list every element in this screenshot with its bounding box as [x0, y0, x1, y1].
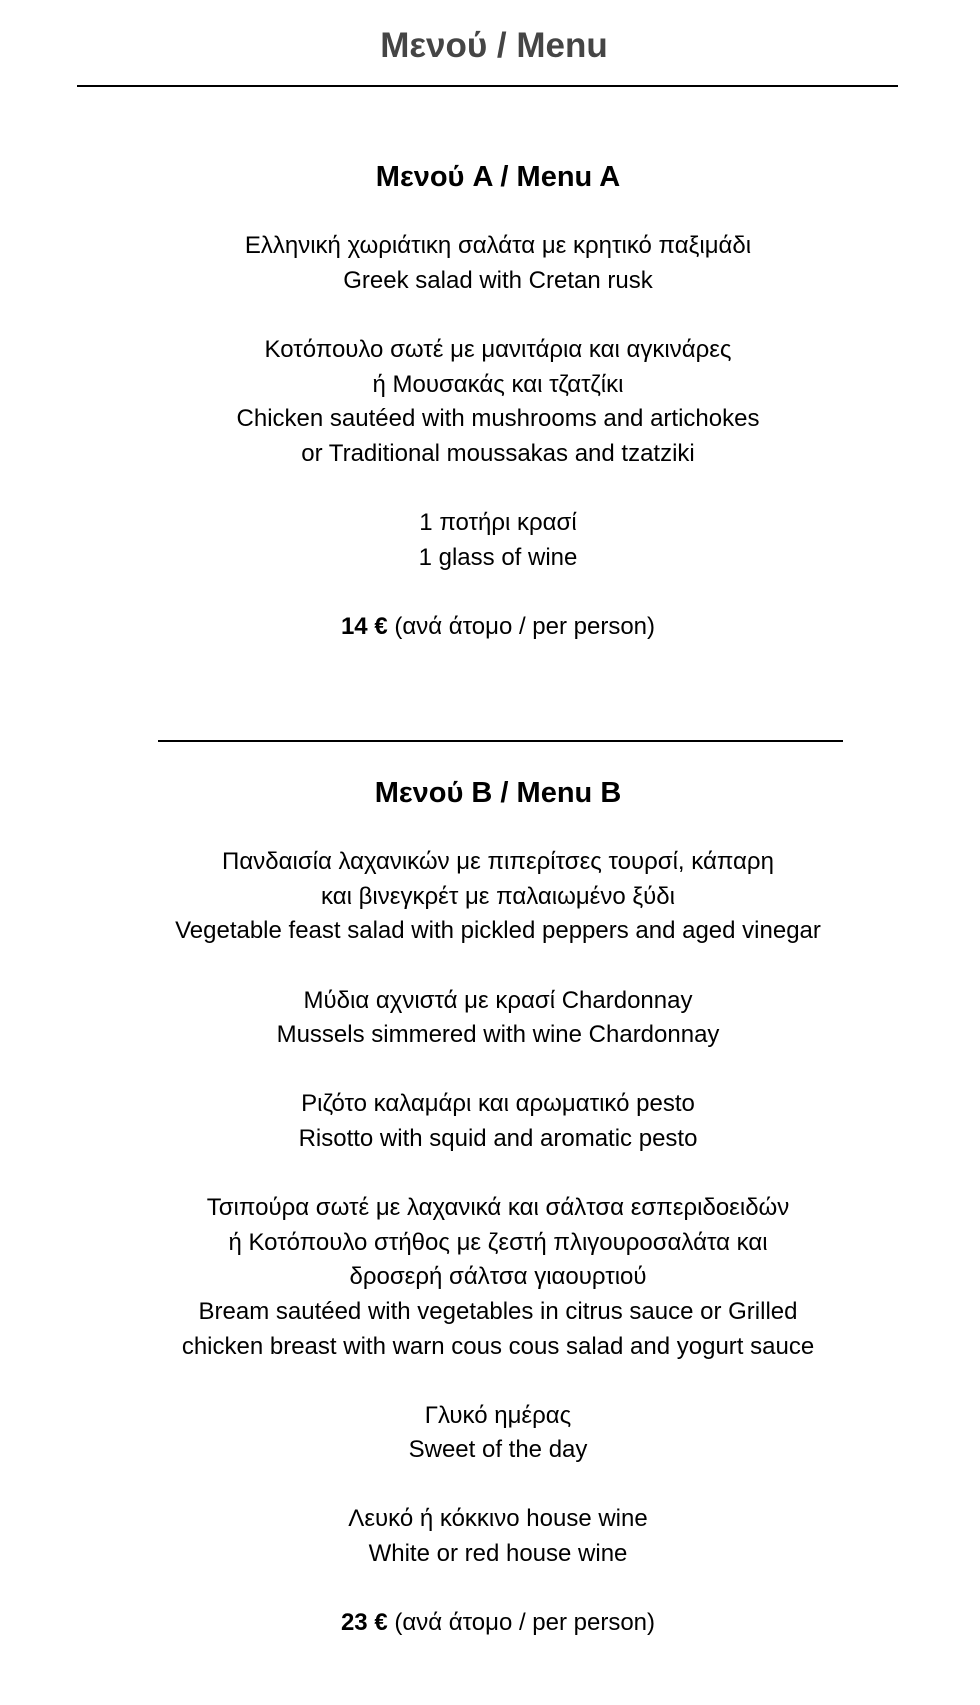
- menu-a-heading: Μενού A / Menu A: [375, 161, 621, 193]
- course-line-greek: και βινεγκρέτ με παλαιωμένο ξύδι: [321, 882, 675, 910]
- course-line-english: White or red house wine: [368, 1540, 628, 1568]
- course-line-greek: Τσιπούρα σωτέ με λαχανικά και σάλτσα εσπεριδοειδών: [206, 1194, 790, 1222]
- course-line-greek: Κοτόπουλο σωτέ με μανιτάρια και αγκινάρες: [264, 335, 732, 363]
- course-line-english: Vegetable feast salad with pickled peppers and aged vinegar: [175, 917, 821, 945]
- menu-b-section: [0, 776, 980, 1641]
- title-divider: [77, 85, 898, 87]
- course-line-greek: ή Κοτόπουλο στήθος με ζεστή πλιγουροσαλάτα και: [228, 1228, 768, 1256]
- course-line-greek: Λευκό ή κόκκινο house wine: [348, 1505, 648, 1533]
- course-line-greek: Ελληνική χωριάτικη σαλάτα με κρητικό παξιμάδι: [244, 232, 752, 260]
- course-line-english: Risotto with squid and aromatic pesto: [298, 1124, 698, 1152]
- menu-b-course-wine: [0, 1502, 980, 1571]
- menu-b-heading: Μενού B / Menu B: [374, 777, 622, 809]
- menu-b-course-salad: [0, 845, 980, 949]
- course-line-greek: Μύδια αχνιστά με κρασί Chardonnay: [303, 986, 693, 1014]
- menu-b-course-main: [0, 1191, 980, 1364]
- course-line-english: 1 glass of wine: [418, 543, 578, 571]
- menu-b-course-risotto: [0, 1087, 980, 1156]
- price-amount: 23 €: [340, 1609, 388, 1637]
- menu-a-course-salad: [0, 229, 980, 298]
- course-line-english: Mussels simmered with wine Chardonnay: [276, 1021, 720, 1049]
- course-line-english: or Traditional moussakas and tzatziki: [301, 439, 695, 467]
- price-note: (ανά άτομο / per person): [387, 1609, 656, 1637]
- price-amount: 14 €: [340, 612, 388, 640]
- course-line-greek: 1 ποτήρι κρασί: [419, 508, 577, 536]
- section-divider: [158, 740, 843, 742]
- page-title: Μενού / Menu: [380, 26, 608, 65]
- menu-b-course-mussels: [0, 984, 980, 1053]
- course-line-greek: Πανδαισία λαχανικών με πιπερίτσες τουρσί, κάπαρη: [222, 848, 774, 876]
- menu-a-section: [0, 160, 980, 644]
- menu-a-price: [0, 610, 980, 645]
- course-line-english: Bream sautéed with vegetables in citrus sauce or Grilled: [198, 1297, 798, 1325]
- course-line-english: Sweet of the day: [408, 1436, 588, 1464]
- course-line-english: Chicken sautéed with mushrooms and artichokes: [236, 405, 760, 433]
- course-line-greek: Γλυκό ημέρας: [424, 1401, 572, 1429]
- menu-b-course-dessert: [0, 1399, 980, 1468]
- menu-a-course-main: [0, 333, 980, 471]
- price-note: (ανά άτομο / per person): [387, 612, 656, 640]
- course-line-greek: δροσερή σάλτσα γιαουρτιού: [349, 1263, 647, 1291]
- course-line-greek: Ριζότο καλαμάρι και αρωματικό pesto: [301, 1090, 695, 1118]
- menu-b-price: [0, 1606, 980, 1641]
- menu-a-course-wine: [0, 506, 980, 575]
- course-line-english: chicken breast with warn cous cous salad and yogurt sauce: [181, 1332, 815, 1360]
- course-line-greek: ή Μουσακάς και τζατζίκι: [372, 370, 624, 398]
- course-line-english: Greek salad with Cretan rusk: [343, 266, 653, 294]
